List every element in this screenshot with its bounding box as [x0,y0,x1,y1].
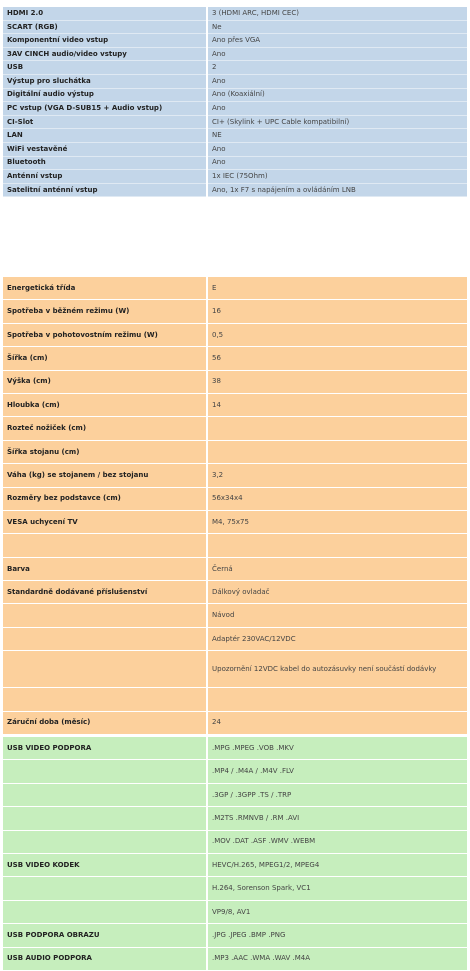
spec-value: Ano [207,142,467,156]
spec-label [3,651,207,688]
table-row [3,900,467,923]
spec-label: USB PODPORA OBRAZU [3,924,207,947]
spec-value: Ano [207,102,467,116]
spec-label [3,830,207,853]
spec-label: 3AV CINCH audio/video vstupy [3,47,207,61]
spec-label: PC vstup (VGA D-SUB15 + Audio vstup) [3,102,207,116]
table-row [3,581,467,604]
spec-label: Šířka (cm) [3,347,207,370]
spec-label: Rozměry bez podstavce (cm) [3,487,207,510]
usb-media-spec-table [3,737,467,971]
table-row [3,651,467,688]
spec-value: 56 [207,347,467,370]
spec-value: H.264, Sorenson Spark, VC1 [207,877,467,900]
table-row [3,20,467,34]
spec-label [3,627,207,650]
spec-value: 1x IEC (75Ohm) [207,170,467,184]
spec-value: 24 [207,711,467,734]
table-row [3,924,467,947]
table-row [3,115,467,129]
spec-value: Návod [207,604,467,627]
table-row [3,34,467,48]
spec-value [207,688,467,711]
spec-label: Bluetooth [3,156,207,170]
spec-value: .M2TS .RMNVB / .RM .AVI [207,807,467,830]
spec-value: 3,2 [207,464,467,487]
table-row [3,440,467,463]
table-row [3,534,467,557]
table-row [3,142,467,156]
spec-label: Spotřeba v pohotovostním režimu (W) [3,323,207,346]
spec-value: HEVC/H.265, MPEG1/2, MPEG4 [207,853,467,876]
spec-value [207,440,467,463]
spec-label: Výstup pro sluchátka [3,74,207,88]
spec-value: .MP3 .AAC .WMA .WAV .M4A [207,947,467,970]
spec-value: Ano přes VGA [207,34,467,48]
table-row [3,300,467,323]
spec-value: .3GP / .3GPP .TS / .TRP [207,783,467,806]
spec-label: Váha (kg) se stojanem / bez stojanu [3,464,207,487]
spec-value: NE [207,129,467,143]
table-row [3,830,467,853]
spec-label: USB VIDEO PODPORA [3,737,207,760]
table-row [3,783,467,806]
table-row [3,417,467,440]
table-row [3,61,467,75]
spec-value: 56x34x4 [207,487,467,510]
spec-value: Dálkový ovladač [207,581,467,604]
spec-label: USB [3,61,207,75]
spec-label: SCART (RGB) [3,20,207,34]
spec-value: .MP4 / .M4A / .M4V .FLV [207,760,467,783]
physical-spec-table [3,277,467,735]
spec-value: .MPG .MPEG .VOB .MKV [207,737,467,760]
spec-label: Rozteč nožiček (cm) [3,417,207,440]
spec-value: 0,5 [207,323,467,346]
table-row [3,323,467,346]
spec-label: CI-Slot [3,115,207,129]
spec-label [3,900,207,923]
spec-label [3,534,207,557]
spec-label: WiFi vestavěné [3,142,207,156]
spec-value [207,534,467,557]
spec-value: 16 [207,300,467,323]
spec-label: VESA uchycení TV [3,510,207,533]
spec-label: Hloubka (cm) [3,393,207,416]
spec-label: Komponentní video vstup [3,34,207,48]
table-row [3,156,467,170]
table-row [3,853,467,876]
table-row [3,393,467,416]
spec-label: Záruční doba (měsíc) [3,711,207,734]
spec-label: HDMI 2.0 [3,7,207,20]
spec-value: .JPG .JPEG .BMP .PNG [207,924,467,947]
table-row [3,737,467,760]
spec-value: Ano, 1x F7 s napájením a ovládáním LNB [207,183,467,197]
table-row [3,7,467,20]
spec-value: .MOV .DAT .ASF .WMV .WEBM [207,830,467,853]
spec-value: 2 [207,61,467,75]
table-row [3,760,467,783]
table-row [3,347,467,370]
spec-label: Barva [3,557,207,580]
spec-value: CI+ (Skylink + UPC Cable kompatibilní) [207,115,467,129]
spec-label [3,783,207,806]
spec-label: Digitální audio výstup [3,88,207,102]
table-row [3,487,467,510]
spec-value: Ne [207,20,467,34]
table-row [3,877,467,900]
table-row [3,74,467,88]
spec-label: Výška (cm) [3,370,207,393]
spec-label [3,807,207,830]
table-row [3,807,467,830]
table-row [3,604,467,627]
spec-label: Spotřeba v běžném režimu (W) [3,300,207,323]
spec-label: USB VIDEO KODEK [3,853,207,876]
spec-value [207,417,467,440]
spec-value: Ano [207,74,467,88]
spec-label: Standardně dodávané příslušenství [3,581,207,604]
spec-value: Ano [207,47,467,61]
spec-value: VP9/8, AV1 [207,900,467,923]
table-row [3,947,467,970]
spec-value: 14 [207,393,467,416]
spec-label: USB AUDIO PODPORA [3,947,207,970]
spec-value: Černá [207,557,467,580]
spec-value: M4, 75x75 [207,510,467,533]
spec-value: E [207,277,467,300]
table-row [3,277,467,300]
spec-value: 38 [207,370,467,393]
spec-value: Ano (Koaxiální) [207,88,467,102]
table-row [3,47,467,61]
spec-label: Šířka stojanu (cm) [3,440,207,463]
table-row [3,170,467,184]
spec-value: 3 (HDMI ARC, HDMI CEC) [207,7,467,20]
table-row [3,370,467,393]
table-row [3,129,467,143]
spec-label: Energetická třída [3,277,207,300]
table-row [3,102,467,116]
spec-label [3,877,207,900]
spec-label: Anténní vstup [3,170,207,184]
spec-value: Adaptér 230VAC/12VDC [207,627,467,650]
spec-label [3,604,207,627]
table-row [3,464,467,487]
spec-label: LAN [3,129,207,143]
table-row [3,510,467,533]
spec-label [3,760,207,783]
table-row [3,711,467,734]
spec-value: Ano [207,156,467,170]
table-row [3,183,467,197]
spec-label: Satelitní anténní vstup [3,183,207,197]
spec-value: Upozornění 12VDC kabel do autozásuvky není součástí dodávky [207,651,467,688]
table-row [3,688,467,711]
connectivity-spec-table [3,7,467,197]
table-row [3,557,467,580]
spec-label [3,688,207,711]
table-row [3,627,467,650]
table-row [3,88,467,102]
